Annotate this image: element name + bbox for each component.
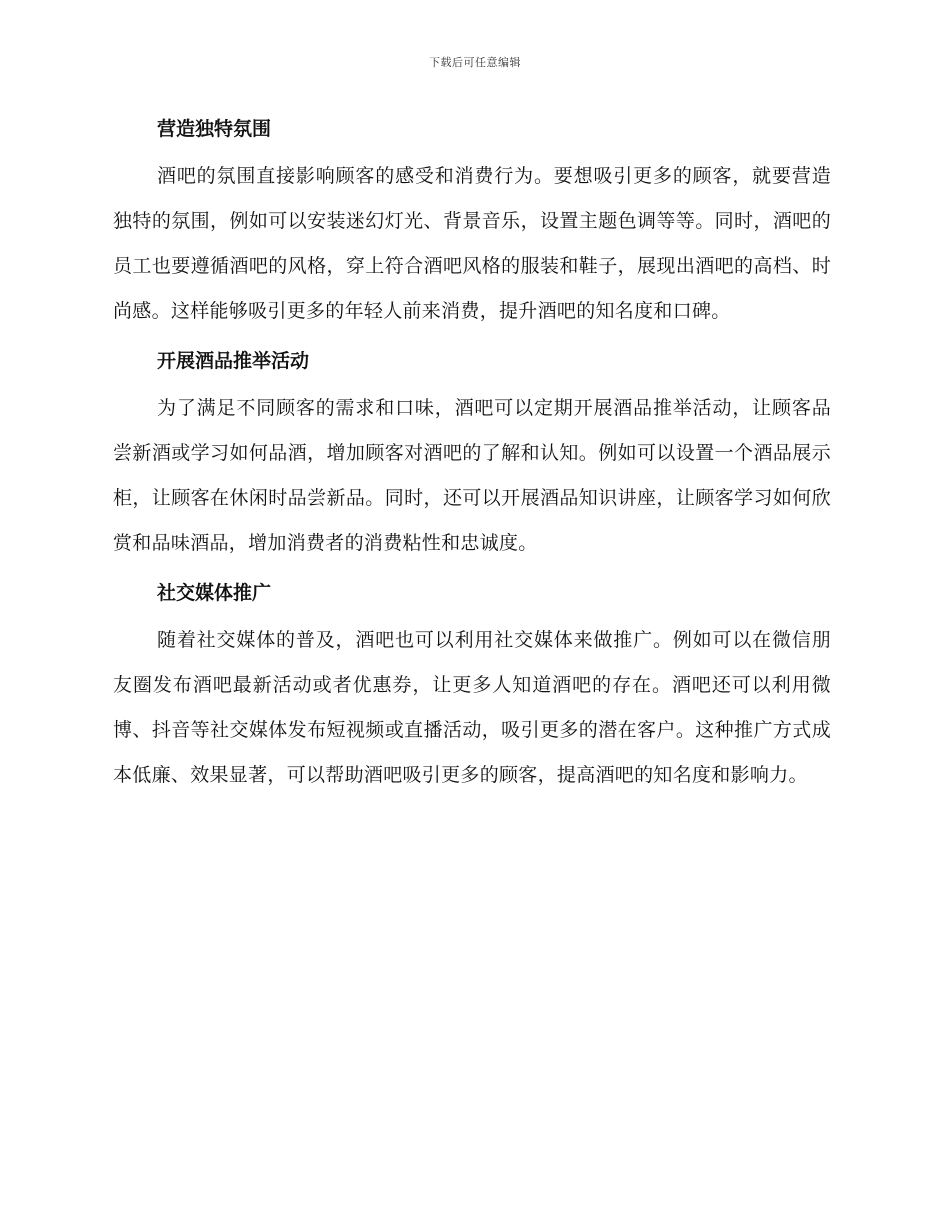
section-social-media <box>113 576 831 798</box>
section-atmosphere <box>113 112 831 334</box>
section-paragraph: 酒吧的氛围直接影响顾客的感受和消费行为。要想吸引更多的顾客，就要营造独特的氛围，例如可以安装迷幻灯光、背景音乐，设置主题色调等等。同时，酒吧的员工也要遵循酒吧的风格，穿上符合酒吧风格的服装和鞋子，展现出酒吧的高档、时尚感。这样能够吸引更多的年轻人前来消费，提升酒吧的知名度和口碑。 <box>113 165 831 322</box>
section-heading: 社交媒体推广 <box>157 582 272 604</box>
document-body <box>113 112 831 808</box>
section-heading: 营造独特氛围 <box>157 118 272 140</box>
section-heading: 开展酒品推举活动 <box>157 350 310 372</box>
section-paragraph: 随着社交媒体的普及，酒吧也可以利用社交媒体来做推广。例如可以在微信朋友圈发布酒吧最新活动或者优惠券，让更多人知道酒吧的存在。酒吧还可以利用微博、抖音等社交媒体发布短视频或直播活动，吸引更多的潜在客户。这种推广方式成本低廉、效果显著，可以帮助酒吧吸引更多的顾客，提高酒吧的知名度和影响力。 <box>113 629 831 786</box>
section-paragraph: 为了满足不同顾客的需求和口味，酒吧可以定期开展酒品推举活动，让顾客品尝新酒或学习如何品酒，增加顾客对酒吧的了解和认知。例如可以设置一个酒品展示柜，让顾客在休闲时品尝新品。同时，还可以开展酒品知识讲座，让顾客学习如何欣赏和品味酒品，增加消费者的消费粘性和忠诚度。 <box>113 397 831 554</box>
section-wine-promotion <box>113 344 831 566</box>
header-note: 下载后可任意编辑 <box>429 56 521 69</box>
